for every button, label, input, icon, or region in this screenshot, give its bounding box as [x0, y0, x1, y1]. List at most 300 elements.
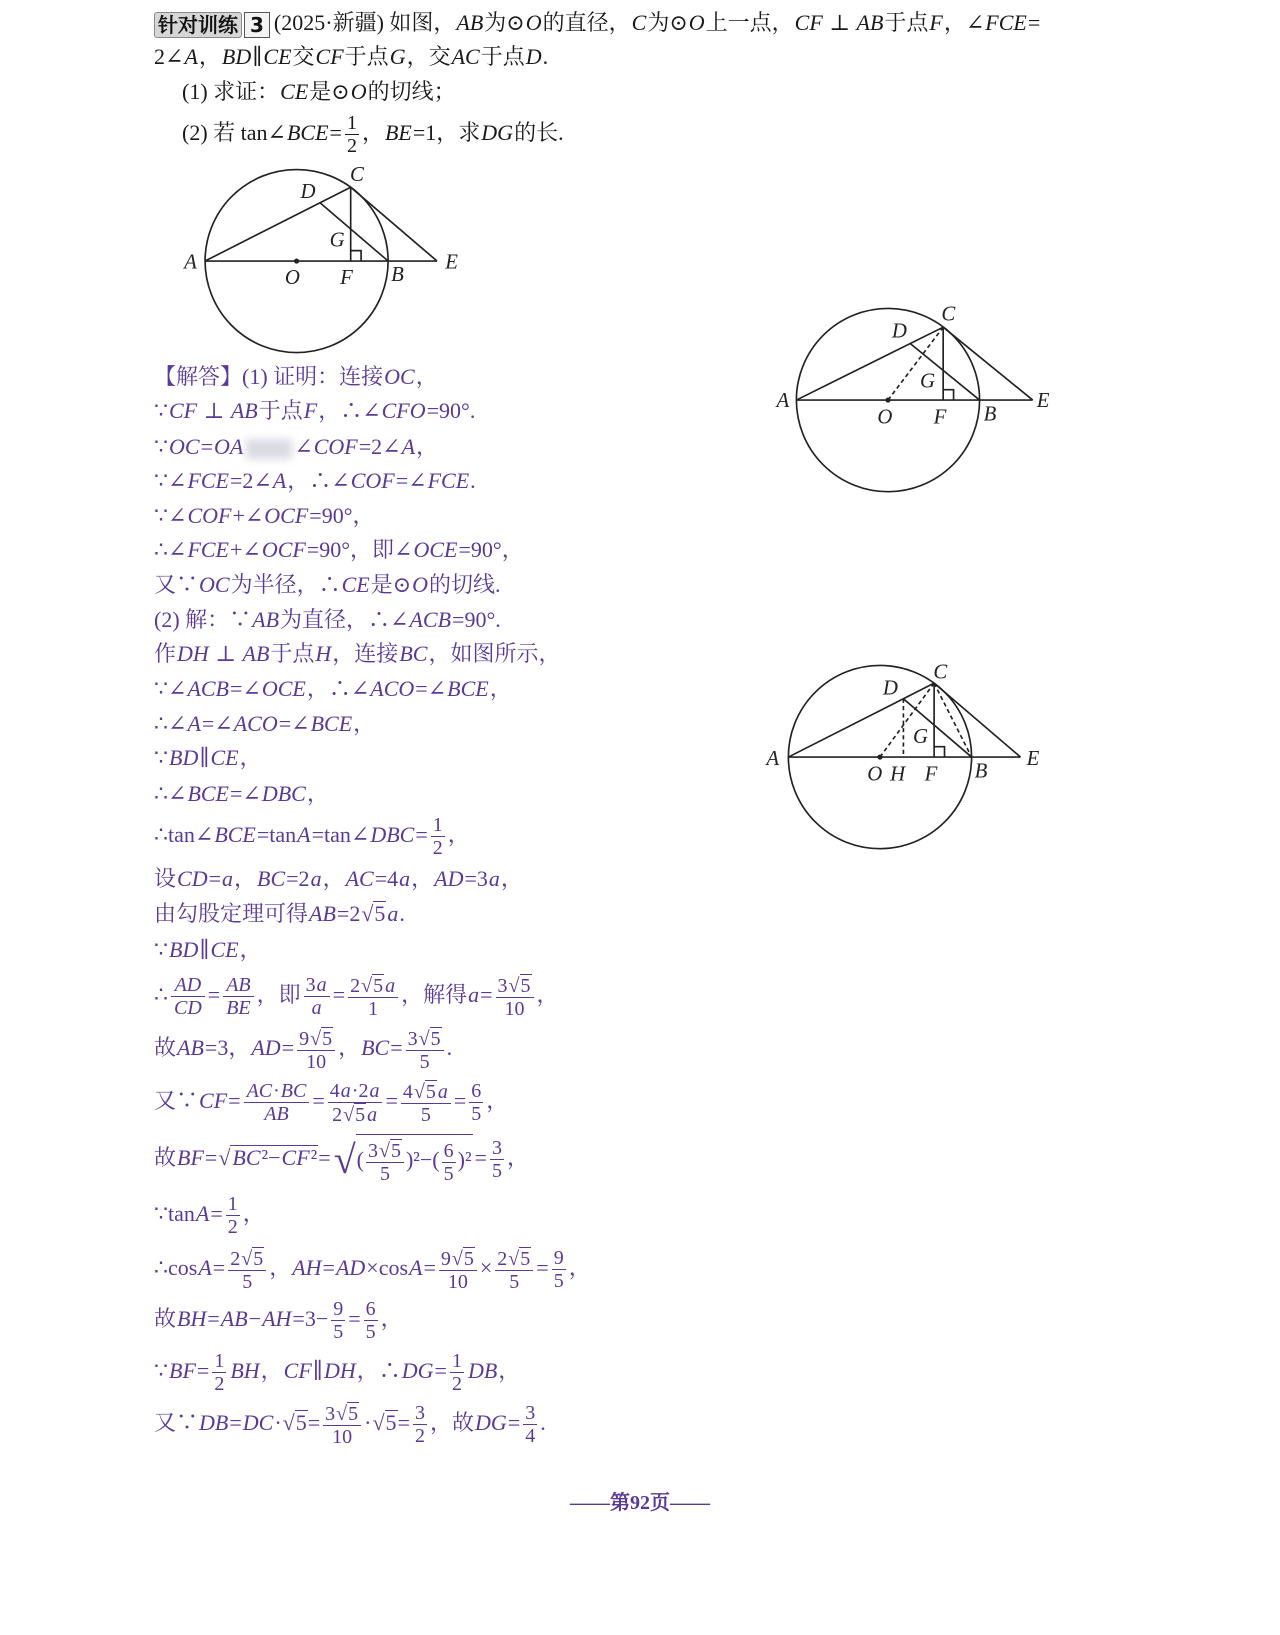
- text-run: 2: [230, 1247, 241, 1270]
- math-variable: a: [399, 866, 411, 891]
- radical: [217, 1141, 318, 1175]
- text-run: =2: [336, 901, 361, 926]
- denominator: [297, 1051, 335, 1073]
- math-variable: a: [222, 866, 233, 891]
- fraction: [244, 1080, 310, 1125]
- solution-line: [154, 1079, 509, 1126]
- text-run: ∵∠: [154, 503, 187, 528]
- text-run: 又∵: [154, 1410, 199, 1435]
- training-badge: 针对训练: [154, 12, 242, 38]
- text-run: =: [453, 1088, 467, 1113]
- page-footer: [0, 1490, 1280, 1516]
- radical: [508, 974, 532, 997]
- text-run: =: [322, 1255, 335, 1280]
- solution-line: [154, 777, 329, 811]
- text-run: ，: [486, 1088, 509, 1113]
- math-variable: BF: [177, 1145, 204, 1170]
- text-run: 交: [292, 44, 315, 69]
- denominator: [552, 1270, 566, 1292]
- math-variable: CF: [794, 10, 823, 35]
- text-run: ，: [338, 1035, 361, 1060]
- fraction: [496, 974, 534, 1020]
- numerator: [495, 1247, 533, 1271]
- numerator: [450, 1350, 464, 1373]
- text-run: =2: [286, 866, 310, 891]
- text-run: =: [385, 1088, 398, 1113]
- label-c: C: [933, 659, 948, 684]
- math-variable: AC: [246, 1080, 273, 1103]
- math-variable: AB: [264, 1103, 289, 1126]
- math-variable: a: [385, 974, 396, 997]
- text-run: ，: [322, 866, 345, 891]
- denominator: [413, 1425, 427, 1447]
- text-run: 于点: [344, 44, 389, 69]
- text-run: =: [480, 982, 493, 1007]
- numerator: [439, 1247, 477, 1271]
- math-variable: AD: [174, 974, 202, 997]
- math-variable: A: [184, 44, 198, 69]
- text-run: =: [1027, 10, 1041, 35]
- fraction: [406, 1027, 444, 1073]
- math-variable: BCE: [214, 822, 256, 847]
- label-g: G: [913, 724, 929, 749]
- text-run: 5: [322, 1027, 333, 1050]
- denominator: [226, 1216, 240, 1238]
- text-run: =: [312, 1088, 325, 1113]
- math-variable: BC: [280, 1080, 307, 1103]
- numerator: [469, 1080, 483, 1103]
- radicand: [356, 1134, 473, 1185]
- solution-line: [154, 464, 476, 498]
- text-run: 3: [491, 1137, 502, 1160]
- denominator: [328, 1103, 383, 1126]
- math-variable: F: [929, 10, 943, 35]
- radical: [342, 1103, 366, 1126]
- radicand: [347, 1402, 359, 1425]
- text-run: ×cos: [366, 1255, 409, 1280]
- figure-3: [755, 654, 1057, 857]
- fraction: [442, 1140, 456, 1185]
- math-variable: ACB: [409, 607, 452, 632]
- math-variable: DBC: [261, 781, 306, 806]
- math-variable: CE: [210, 937, 239, 962]
- text-run: 作: [154, 641, 177, 666]
- math-variable: CD: [174, 997, 202, 1020]
- text-run: ·: [364, 1410, 372, 1435]
- math-variable: a: [488, 866, 500, 891]
- text-run: 10: [306, 1050, 327, 1073]
- math-variable: CE: [341, 572, 370, 597]
- denominator: [439, 1271, 477, 1293]
- problem-line-1: [154, 6, 1040, 40]
- label-g: G: [329, 228, 345, 252]
- text-run: (2) 解：∵: [154, 607, 252, 632]
- text-run: ，: [239, 745, 262, 770]
- text-run: 1: [451, 1350, 462, 1373]
- radicand: [354, 1103, 366, 1126]
- text-run: ∴∠: [154, 537, 187, 562]
- text-run: =: [415, 822, 428, 847]
- numerator: [431, 814, 445, 837]
- denominator: [364, 1321, 378, 1343]
- radical: [378, 1139, 402, 1162]
- text-run: =2∠: [230, 468, 272, 493]
- radicand: [230, 1145, 318, 1170]
- text-run: =tan: [256, 822, 297, 847]
- denominator: [348, 998, 398, 1020]
- radical: [360, 974, 384, 997]
- text-run: .: [470, 468, 476, 493]
- radicand: [463, 1247, 475, 1270]
- math-variable: FCE: [187, 468, 229, 493]
- math-variable: a: [437, 1080, 448, 1103]
- text-run: 2: [346, 135, 357, 158]
- math-variable: AC: [345, 866, 374, 891]
- text-run: 上一点，: [705, 10, 794, 35]
- math-variable: BE: [384, 120, 412, 145]
- text-run: 5: [430, 1027, 441, 1050]
- text-run: ，: [260, 1358, 283, 1383]
- math-variable: FCE: [427, 468, 470, 493]
- solution-line: [154, 1350, 521, 1396]
- text-run: ∥: [199, 745, 210, 770]
- text-run: 9: [440, 1247, 451, 1270]
- text-run: 9: [299, 1027, 310, 1050]
- text-run: 故: [154, 1145, 177, 1170]
- numerator: [323, 1402, 361, 1426]
- text-run: 5: [295, 1410, 307, 1435]
- text-run: ，: [506, 1145, 529, 1170]
- solution-line: [154, 394, 475, 428]
- math-variable: H: [315, 641, 332, 666]
- text-run: 5: [463, 1247, 474, 1270]
- text-run: .: [446, 1035, 453, 1060]
- math-variable: OCE: [261, 676, 306, 701]
- math-variable: BH: [230, 1358, 260, 1383]
- text-run: ，: [242, 1201, 265, 1226]
- math-variable: DH: [177, 641, 209, 666]
- label-e: E: [1026, 746, 1040, 771]
- text-run: 3: [367, 1140, 378, 1163]
- text-run: ·: [273, 1080, 280, 1103]
- text-run: 5: [520, 1247, 531, 1270]
- radical: [360, 897, 386, 931]
- numerator: [331, 1298, 345, 1321]
- text-run: 5: [520, 974, 531, 997]
- text-run: 2: [451, 1373, 462, 1396]
- text-run: ·2: [351, 1079, 369, 1102]
- math-variable: ACO: [370, 676, 415, 701]
- text-run: ∥: [199, 937, 210, 962]
- text-run: ⊥: [823, 10, 856, 35]
- text-run: 9: [553, 1247, 564, 1270]
- math-variable: COF: [187, 503, 232, 528]
- math-variable: AB: [177, 1035, 204, 1060]
- math-variable: AB: [252, 607, 280, 632]
- text-run: 3: [407, 1027, 418, 1050]
- solution-line: [154, 741, 262, 775]
- text-run: =∠: [230, 676, 261, 701]
- text-run: ，: [380, 1306, 403, 1331]
- math-variable: O: [688, 10, 705, 35]
- text-run: ²: [310, 1145, 318, 1170]
- text-run: 5: [379, 1163, 390, 1186]
- text-run: 5: [333, 1321, 344, 1344]
- math-variable: DH: [323, 1358, 356, 1383]
- text-run: 2: [227, 1216, 238, 1239]
- numerator: [496, 974, 534, 998]
- label-d: D: [882, 675, 898, 700]
- text-run: (: [356, 1147, 364, 1173]
- text-run: 的切线.: [429, 572, 501, 597]
- numerator: [406, 1027, 444, 1051]
- math-variable: DC: [242, 1410, 274, 1435]
- radicand: [519, 1247, 531, 1270]
- text-run: =: [212, 1255, 226, 1280]
- text-run: =: [204, 1145, 218, 1170]
- math-variable: a: [468, 982, 480, 1007]
- math-variable: D: [525, 44, 542, 69]
- math-variable: C: [631, 10, 647, 35]
- text-run: =: [397, 1410, 410, 1435]
- text-run: 5: [365, 1321, 376, 1344]
- math-variable: AH: [262, 1306, 292, 1331]
- text-run: ⊥: [209, 641, 242, 666]
- denominator: [171, 997, 205, 1019]
- denominator: [345, 135, 359, 157]
- right-angle-mark: [943, 390, 953, 400]
- solution-line: [154, 1193, 265, 1239]
- text-run: =1，求: [412, 120, 481, 145]
- text-run: 1: [214, 1350, 225, 1373]
- radicand: [373, 901, 386, 926]
- math-variable: OA: [213, 434, 244, 459]
- label-c: C: [349, 163, 364, 187]
- fraction: [469, 1080, 483, 1125]
- solution-line: [154, 533, 524, 567]
- math-variable: a: [311, 997, 322, 1020]
- radical: [507, 1247, 531, 1270]
- denominator: [304, 997, 330, 1019]
- fraction: [304, 974, 330, 1019]
- solution-line: [154, 499, 375, 533]
- text-run: =: [207, 982, 221, 1007]
- footer-dash-left: ——: [570, 1492, 610, 1514]
- text-run: ，即: [256, 982, 301, 1007]
- math-variable: COF: [350, 468, 395, 493]
- text-run: 5: [373, 974, 384, 997]
- text-run: ，: [498, 1358, 521, 1383]
- text-run: ，∠: [943, 10, 985, 35]
- label-f: F: [924, 761, 938, 786]
- point-o-dot: [885, 397, 890, 402]
- math-variable: a: [316, 974, 327, 997]
- radical-sign: √: [310, 1027, 322, 1050]
- text-run: =: [434, 1358, 447, 1383]
- label-b: B: [974, 758, 988, 783]
- math-variable: A: [195, 1201, 210, 1226]
- text-run: ∠: [294, 434, 313, 459]
- text-run: (2) 若 tan∠: [182, 120, 286, 145]
- text-run: =90°，: [458, 537, 524, 562]
- text-run: 5: [491, 1160, 502, 1183]
- text-run: 2: [432, 837, 443, 860]
- label-o: O: [877, 404, 893, 429]
- text-run: 10: [447, 1270, 468, 1293]
- radical-sign: √: [508, 974, 520, 997]
- denominator: [323, 1426, 361, 1448]
- text-run: 为⊙: [647, 10, 688, 35]
- label-h: H: [890, 761, 906, 786]
- label-o: O: [284, 266, 300, 290]
- text-run: 4: [329, 1079, 340, 1102]
- numerator: [244, 1080, 310, 1103]
- radical-sign: √: [361, 974, 373, 997]
- text-run: =3−: [292, 1306, 329, 1331]
- denominator: [401, 1104, 451, 1126]
- solution-line: [154, 1402, 546, 1448]
- radical-sign: √: [361, 901, 374, 926]
- denominator: [496, 998, 534, 1020]
- math-variable: CF: [199, 1088, 228, 1113]
- denominator: [228, 1271, 266, 1293]
- text-run: 4: [402, 1080, 413, 1103]
- text-run: 5: [253, 1247, 264, 1270]
- numerator: [413, 1402, 427, 1425]
- text-run: =∠: [278, 711, 310, 736]
- math-variable: AB: [309, 901, 336, 926]
- math-variable: AD: [335, 1255, 366, 1280]
- math-variable: BC: [361, 1035, 390, 1060]
- numerator: [523, 1402, 537, 1425]
- math-variable: A: [198, 1255, 212, 1280]
- math-variable: OCF: [264, 503, 309, 528]
- math-variable: O: [350, 79, 367, 104]
- math-variable: DBC: [370, 822, 415, 847]
- math-variable: CF: [281, 1145, 310, 1170]
- text-run: 1: [346, 112, 357, 135]
- radicand: [385, 1410, 398, 1435]
- numerator: [212, 1350, 226, 1373]
- math-variable: BCE: [286, 120, 329, 145]
- problem-part-1: [182, 75, 456, 109]
- fraction: [297, 1027, 335, 1073]
- label-b: B: [391, 263, 404, 287]
- text-run: ，连接: [332, 641, 399, 666]
- text-run: .: [399, 901, 405, 926]
- text-run: =3，: [204, 1035, 251, 1060]
- text-run: =∠: [415, 676, 447, 701]
- fraction: [348, 974, 398, 1020]
- math-variable: CFO: [381, 398, 426, 423]
- text-run: =: [348, 1306, 361, 1331]
- math-variable: A: [401, 434, 416, 459]
- text-run: 5: [385, 1410, 397, 1435]
- fraction: [331, 1298, 345, 1343]
- text-run: =: [281, 1035, 295, 1060]
- math-variable: AB: [220, 1306, 248, 1331]
- solution-line: [154, 707, 375, 741]
- solution-line: [154, 862, 523, 896]
- text-run: =: [228, 1088, 241, 1113]
- text-run: 又∵: [154, 572, 199, 597]
- text-run: =∠: [230, 781, 261, 806]
- text-run: ⊥: [198, 398, 230, 423]
- text-run: ∵: [154, 434, 168, 459]
- math-variable: OCF: [261, 537, 306, 562]
- fraction: [439, 1247, 477, 1293]
- text-run: ，∴∠: [287, 468, 350, 493]
- text-run: ，解得: [401, 982, 468, 1007]
- radical: [282, 1406, 308, 1440]
- math-variable: AB: [226, 974, 251, 997]
- label-a: A: [766, 746, 780, 771]
- text-run: ∴∠: [154, 711, 187, 736]
- numerator: [552, 1247, 566, 1270]
- text-run: =: [474, 1145, 487, 1170]
- text-run: 2: [332, 1103, 343, 1126]
- text-run: 的直径，: [542, 10, 631, 35]
- math-variable: AD: [251, 1035, 281, 1060]
- label-b: B: [983, 401, 997, 426]
- math-variable: AH: [292, 1255, 322, 1280]
- segment-ce: [934, 683, 1020, 757]
- text-run: =∠: [395, 468, 427, 493]
- text-run: ∴cos: [154, 1255, 198, 1280]
- text-run: 【解答】(1) 证明：连接: [154, 364, 384, 389]
- solution-line: [154, 568, 501, 602]
- radical-sign: √: [508, 1247, 520, 1270]
- text-run: 5: [355, 1103, 366, 1126]
- math-variable: ACO: [233, 711, 278, 736]
- math-variable: BD: [169, 937, 199, 962]
- blurred-patch: [246, 439, 292, 459]
- footer-dash-right: ——: [670, 1492, 710, 1514]
- math-variable: BC: [232, 1145, 261, 1170]
- label-f: F: [340, 266, 353, 290]
- math-variable: AC: [451, 44, 480, 69]
- denominator: [523, 1425, 537, 1447]
- radical-sign: √: [241, 1247, 253, 1270]
- fraction: [212, 1350, 226, 1395]
- text-run: −: [248, 1306, 262, 1331]
- math-variable: CD: [177, 866, 208, 891]
- math-variable: AD: [434, 866, 464, 891]
- denominator: [223, 997, 253, 1019]
- problem-line-2: [154, 40, 548, 74]
- solution-line: [154, 814, 470, 860]
- text-run: ，: [198, 44, 221, 69]
- segment-ce: [351, 187, 437, 261]
- math-variable: CE: [210, 745, 239, 770]
- text-run: =: [207, 1306, 220, 1331]
- text-run: ∵: [154, 745, 168, 770]
- text-run: ∥: [312, 1358, 323, 1383]
- math-variable: CE: [280, 79, 309, 104]
- text-run: =: [200, 434, 213, 459]
- text-run: 10: [504, 997, 525, 1020]
- numerator: [223, 974, 253, 997]
- text-run: 3: [497, 974, 508, 997]
- text-run: 5: [553, 1270, 564, 1293]
- math-variable: BH: [177, 1306, 207, 1331]
- denominator: [442, 1163, 456, 1185]
- fraction: [413, 1402, 427, 1447]
- text-run: 3: [305, 974, 316, 997]
- text-run: ∴: [154, 982, 168, 1007]
- label-g: G: [920, 368, 936, 393]
- text-run: .: [540, 1410, 546, 1435]
